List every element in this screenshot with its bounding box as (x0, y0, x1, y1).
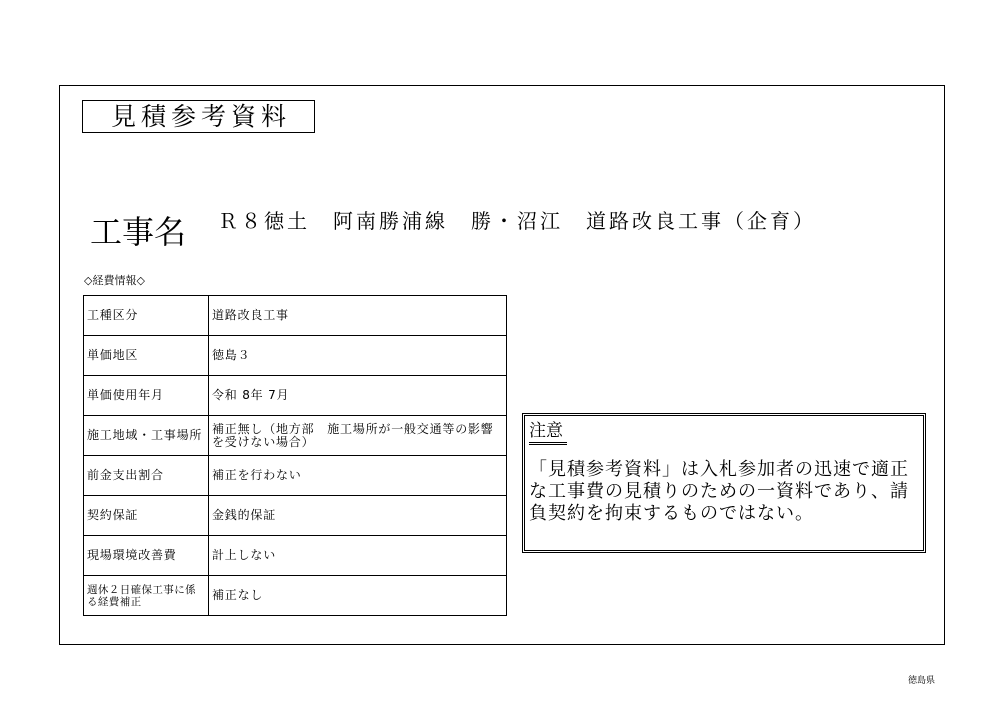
row-value: 補正を行わない (209, 456, 507, 496)
expense-info-heading: ◇経費情報◇ (84, 274, 145, 287)
row-label: 単価使用年月 (84, 376, 209, 416)
notice-heading: 注意 (529, 420, 567, 445)
table-row (84, 536, 507, 576)
project-label: 工事名 (90, 213, 187, 251)
row-value: 金銭的保証 (209, 496, 507, 536)
row-value: 徳島３ (209, 336, 507, 376)
row-label: 単価地区 (84, 336, 209, 376)
notice-line: 負契約を拘束するものではない。 (529, 503, 814, 524)
table-row (84, 296, 507, 336)
expense-info-table (83, 295, 507, 616)
row-label: 契約保証 (84, 496, 209, 536)
notice-line: 「見積参考資料」は入札参加者の迅速で適正 (529, 459, 909, 480)
row-value: 補正無し（地方部 施工場所が一般交通等の影響を受けない場合） (209, 416, 507, 456)
table-row (84, 496, 507, 536)
table-row (84, 376, 507, 416)
row-value: 道路改良工事 (209, 296, 507, 336)
table-row (84, 336, 507, 376)
row-label: 施工地域・工事場所 (84, 416, 209, 456)
notice-box (522, 413, 926, 553)
table-row (84, 576, 507, 616)
row-label: 工種区分 (84, 296, 209, 336)
row-value: 令和 8年 7月 (209, 376, 507, 416)
notice-line: な工事費の見積りのための一資料であり、請 (529, 481, 909, 502)
issuer-name: 徳島県 (908, 676, 936, 686)
document-title: 見積参考資料 (82, 100, 315, 133)
table-row (84, 456, 507, 496)
row-label: 前金支出割合 (84, 456, 209, 496)
row-label: 週休２日確保工事に係る経費補正 (84, 576, 209, 616)
notice-text (529, 459, 909, 525)
row-value: 計上しない (209, 536, 507, 576)
row-label: 現場環境改善費 (84, 536, 209, 576)
table-row (84, 416, 507, 456)
row-value: 補正なし (209, 576, 507, 616)
project-name: Ｒ８徳土 阿南勝浦線 勝・沼江 道路改良工事（企育） (218, 209, 816, 233)
